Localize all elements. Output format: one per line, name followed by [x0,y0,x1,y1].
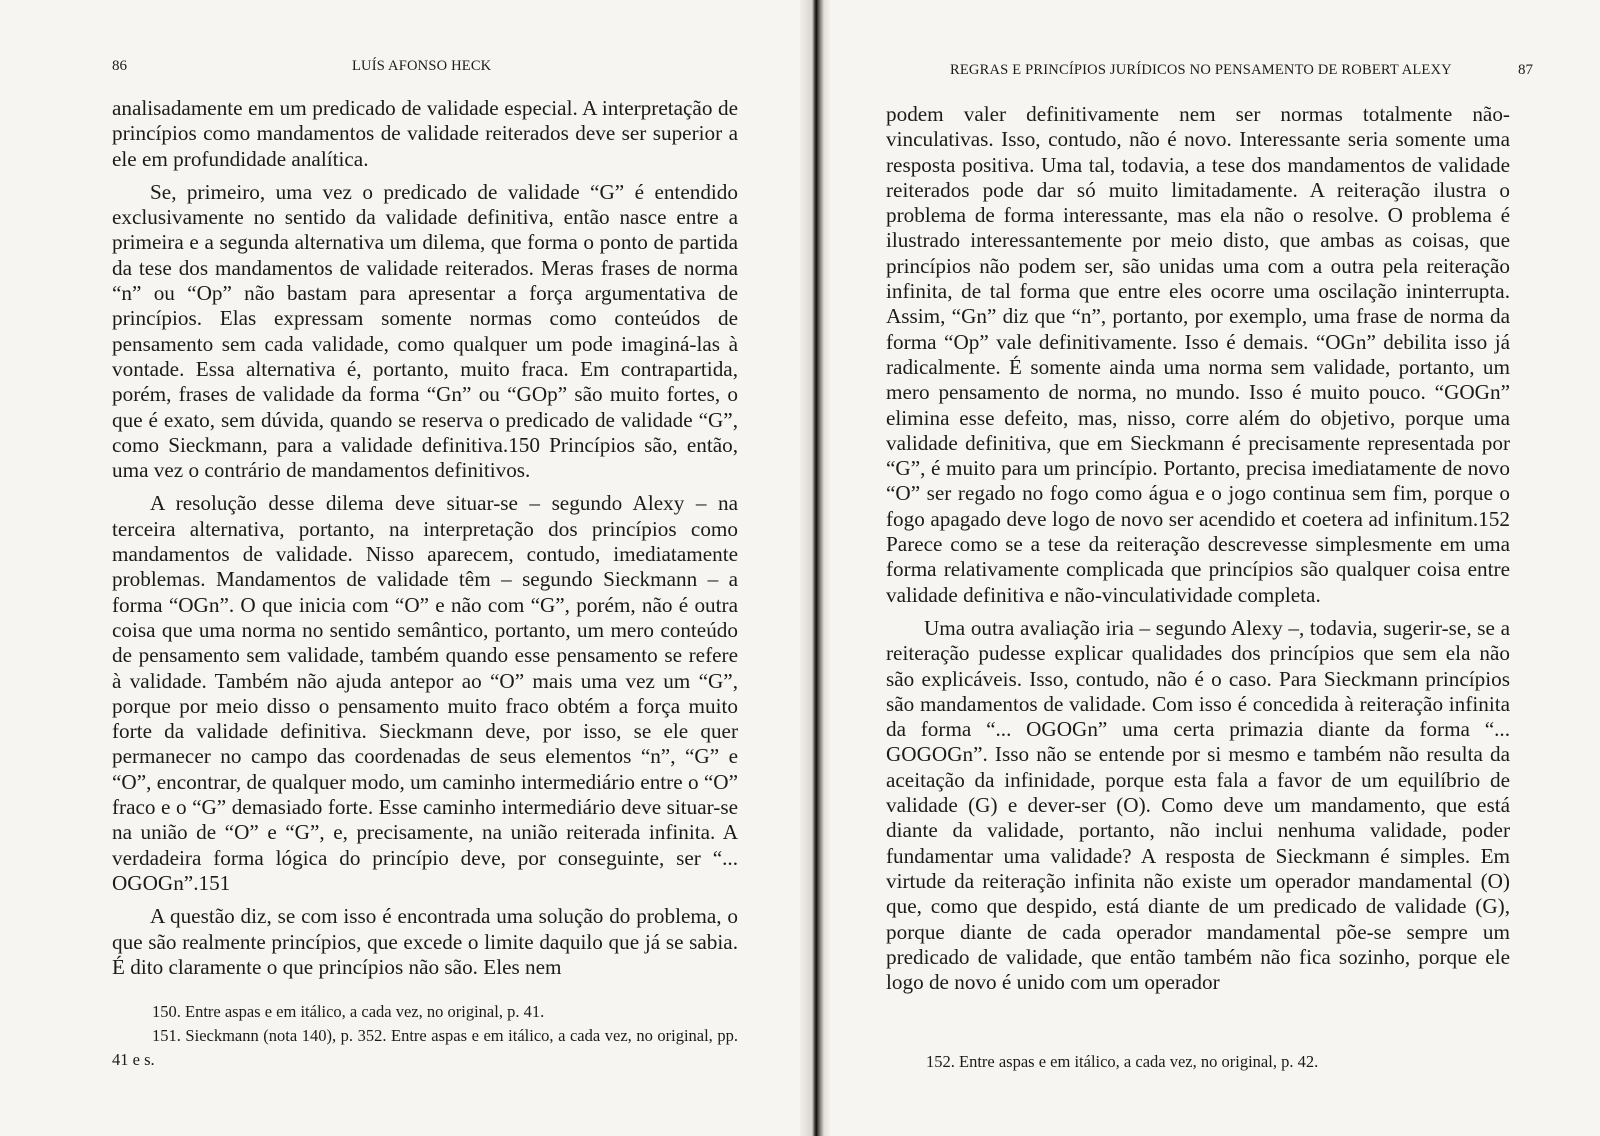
page-number: 86 [112,58,127,74]
paragraph: analisadamente em um predicado de validade especial. A interpretação de princípios como mandamentos de validade reiterados deve ser superior a ele em profundidade analítica. [112,96,738,171]
footnotes [926,1050,1510,1074]
paragraph: podem valer definitivamente nem ser normas totalmente não-vinculativas. Isso, contudo, não é novo. Interessante seria somente uma resposta positiva. Uma tal, todavia, a tese dos mandamentos de validade reiterados pode dar só muito limitadamente. A reiteração ilustra o problema de forma interessante, mas ela não o resolve. O problema é ilustrado interessantemente por meio disto, que ambas as coisas, que princípios não podem ser, são unidas uma com a outra pela reiteração infinita, de tal forma que entre eles ocorre uma oscilação ininterrupta. Assim, “Gn” diz que “n”, portanto, por exemplo, uma frase de norma da forma “Op” vale definitivamente. Isso é demais. “OGn” debilita isso já radicalmente. É somente ainda uma norma sem validade, portanto, um mero pensamento de norma, no mundo. Isso é muito pouco. “GOGn” elimina esse defeito, mas, nisso, corre além do objetivo, porque uma validade definitiva, que em Sieckmann é precisamente representada por “G”, é muito para um princípio. Portanto, precisa imediatamente de novo “O” ser regado no fogo como água e o jogo continua sem fim, porque o fogo apagado deve logo de novo ser acendido et coetera ad infinitum.152 Parece como se a tese da reiteração descrevesse simplesmente em uma forma relativamente complicada que princípios são qualquer coisa entre validade definitiva e não-vinculatividade completa. [886,102,1510,607]
body-text [886,102,1510,1003]
paragraph: A resolução desse dilema deve situar-se – segundo Alexy – na terceira alternativa, portanto, na interpretação dos princípios como mandamentos de validade. Nisso aparecem, contudo, imediatamente problemas. Mandamentos de validade têm – segundo Sieckmann – a forma “OGn”. O que inicia com “O” e não com “G”, porém, não é outra coisa que uma norma no sentido semântico, portanto, um mero conteúdo de pensamento sem validade, também quando esse pensamento se refere à validade. Também não ajuda antepor ao “O” mais uma vez um “G”, porque por meio disso o pensamento muito fraco obtém a força muito forte da validade definitiva. Sieckmann deve, por isso, se ele quer permanecer no campo das coordenadas de seus elementos “n”, “G” e “O”, encontrar, de qualquer modo, um caminho intermediário entre o “O” fraco e o “G” demasiado forte. Esse caminho intermediário deve situar-se na união de “O” e “G”, e, precisamente, na união reiterada infinita. A verdadeira forma lógica do princípio deve, por conseguinte, ser “... OGOGn”.151 [112,491,738,895]
footnote: 151. Sieckmann (nota 140), p. 352. Entre aspas e em itálico, a cada vez, no original, pp. 41 e s. [112,1026,738,1069]
body-text [112,96,738,988]
running-head: REGRAS E PRINCÍPIOS JURÍDICOS NO PENSAMENTO DE ROBERT ALEXY [950,62,1452,78]
book-gutter [800,0,830,1136]
footnotes [112,1000,738,1072]
running-head: LUÍS AFONSO HECK [352,58,492,74]
footnote: 152. Entre aspas e em itálico, a cada vez, no original, p. 42. [926,1052,1319,1071]
footnote: 150. Entre aspas e em itálico, a cada vez, no original, p. 41. [152,1002,545,1021]
right-page [830,0,1600,1136]
paragraph: A questão diz, se com isso é encontrada uma solução do problema, o que são realmente princípios, que excede o limite daquilo que já se sabia. É dito claramente o que princípios não são. Eles nem [112,904,738,979]
paragraph: Uma outra avaliação iria – segundo Alexy –, todavia, sugerir-se, se a reiteração pudesse explicar qualidades dos princípios que sem ela não são explicáveis. Isso, contudo, não é o caso. Para Sieckmann princípios são mandamentos de validade. Com isso é concedida à reiteração infinita da forma “... OGOGn” uma certa primazia diante da forma “... GOGOGn”. Isso não se entende por si mesmo e também não resulta da aceitação da infinidade, porque esta fala a favor de um equilíbrio de validade (G) e dever-ser (O). Como deve um mandamento, que está diante da validade, portanto, não inclui nenhuma validade, poder fundamentar uma validade? A resposta de Sieckmann é simples. Em virtude da reiteração infinita não existe um operador mandamental (O) que, como que despido, está diante de um predicado de validade (G), porque diante de cada operador mandamental põe-se sempre um predicado de validade, que então também não fica sozinho, porque ele logo de novo é unido com um operador [886,615,1510,995]
page-number: 87 [1518,62,1533,78]
paragraph: Se, primeiro, uma vez o predicado de validade “G” é entendido exclusivamente no sentido da validade definitiva, então nasce entre a primeira e a segunda alternativa um dilema, que forma o ponto de partida da tese dos mandamentos de validade reiterados. Meras frases de norma “n” ou “Op” não bastam para apresentar a força argumentativa de princípios. Elas expressam somente normas como conteúdos de pensamento sem cada validade, como qualquer um pode imaginá-las à vontade. Essa alternativa é, portanto, muito fraca. Em contrapartida, porém, frases de validade da forma “Gn” ou “GOp” são muito fortes, o que é exato, sem dúvida, quando se reserva o predicado de validade “G”, como Sieckmann, para a validade definitiva.150 Princípios são, então, uma vez o contrário de mandamentos definitivos. [112,179,738,483]
